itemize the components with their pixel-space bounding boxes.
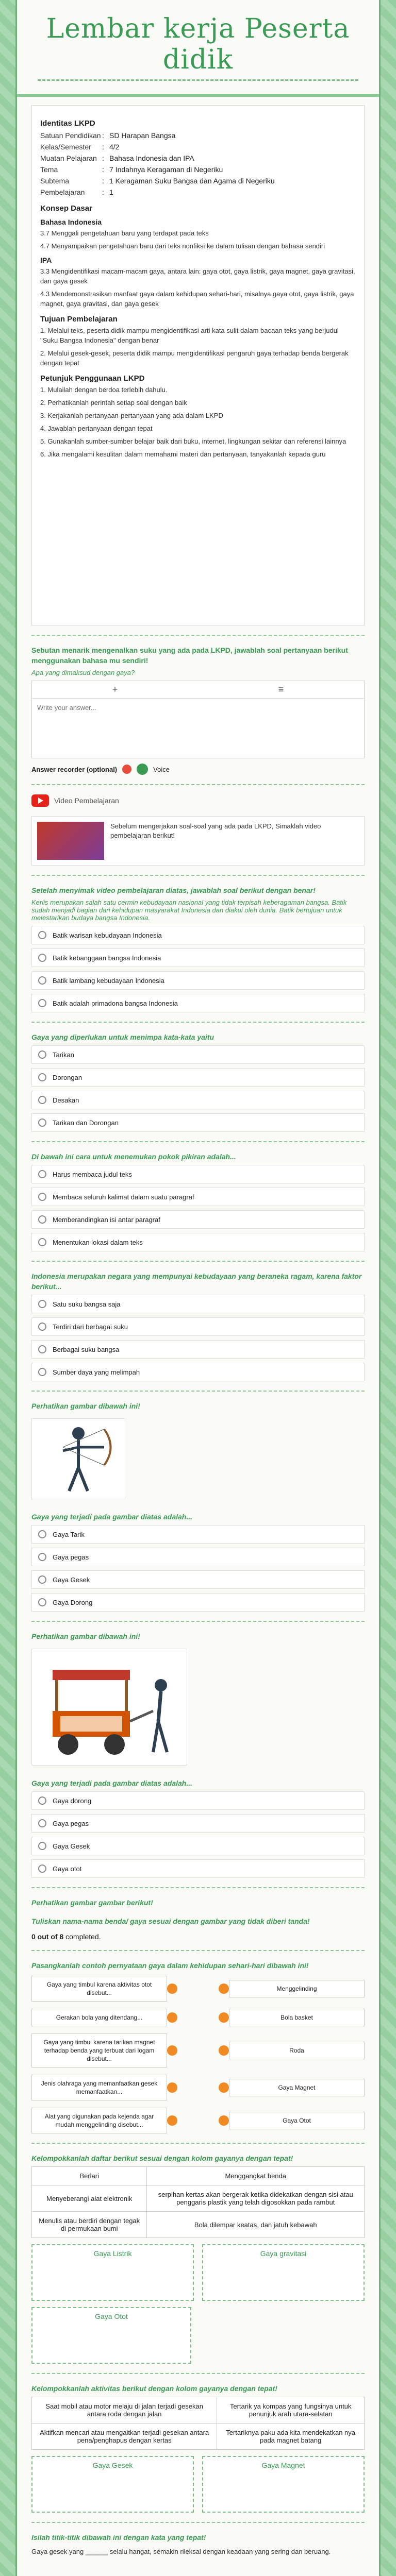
drop-zone-gesek[interactable] [31,2456,194,2513]
kd-bi-2: 4.7 Menyampaikan pengetahuan baru dari teks nonfiksi ke dalam tulisan dengan bahasa sendiri [40,242,325,250]
option-label: Menentukan lokasi dalam teks [53,1238,143,1246]
choice-option[interactable] [31,1340,365,1359]
radio-button[interactable] [38,1842,46,1850]
question-multiple-choice [31,1271,365,1381]
choice-option[interactable] [31,1233,365,1251]
question-note: Apa yang dimaksud dengan gaya? [31,669,135,676]
drag-items-table [31,2397,365,2450]
match-left-item: Gaya yang timbul karena tarikan magnet terhadap benda yang terbuat dari logam disebut... [31,2033,167,2067]
question-title: Perhatikan gambar dibawah ini! [31,1402,140,1410]
option-label: Sumber daya yang melimpah [53,1368,140,1376]
drop-zone-magnet[interactable] [202,2456,365,2513]
kd-ipa-heading: IPA [40,256,52,264]
match-right-item: Roda [229,2042,365,2059]
radio-button[interactable] [38,1598,46,1606]
choice-option[interactable] [31,1210,365,1229]
drop-zone-label: Gaya Listrik [93,2249,132,2258]
radio-button[interactable] [38,1553,46,1561]
divider [31,1141,365,1142]
score-suffix: completed. [65,1933,101,1941]
format-icon[interactable]: ≡ [278,684,284,694]
question-title: Setelah menyimak video pembelajaran diatas, jawablah soal berikut dengan benar! [31,886,316,894]
drag-item[interactable]: Menggangkat benda [147,2167,365,2185]
drop-zones [31,2307,365,2364]
connector-dot[interactable] [167,2012,177,2023]
identity-value: SD Harapan Bangsa [109,131,176,140]
editor-toolbar [32,681,364,699]
tp-2: 2. Melalui gesek-gesek, peserta didik mampu mengidentifikasi pengaruh gaya terhadap benda bergerak dengan tepat [40,349,349,367]
radio-button[interactable] [38,1300,46,1308]
pp-item: 4. Jawablah pertanyaan dengan tepat [40,425,153,432]
question-grouping [31,2153,365,2364]
question-image-choice [31,1631,365,1878]
kd-ipa-1: 3.3 Mengidentifikasi macam-macam gaya, antara lain: gaya otot, gaya listrik, gaya magnet, gaya gravitasi, dan gaya gesek [40,267,355,285]
tp-1: 1. Melalui teks, peserta didik mampu mengidentifikasi arti kata sulit dalam bacaan teks yang berjudul "Suku Bangsa Indonesia" dengan benar [40,327,339,344]
question-subtitle: Gaya yang terjadi pada gambar diatas adalah... [31,1513,193,1521]
choice-option[interactable] [31,994,365,1012]
option-label: Gaya Dorong [53,1598,93,1606]
choice-option[interactable] [31,1525,365,1544]
drop-zone-otot[interactable] [31,2307,191,2364]
radio-button[interactable] [38,1170,46,1178]
divider [31,2522,365,2523]
question-instruction [31,1897,365,1926]
divider [31,635,365,636]
question-title: Kelompokkanlah aktivitas berikut dengan kolom gayanya dengan tepat! [31,2384,277,2393]
drag-item[interactable]: Menulis atau berdiri dengan tegak di permukaan bumi [32,2212,147,2238]
radio-button[interactable] [38,931,46,939]
radio-button[interactable] [38,1865,46,1873]
divider [31,1022,365,1023]
question-matching [31,1960,365,2133]
identity-key: Pembelajaran [40,188,85,196]
question-title: Isilah titik-titik dibawah ini dengan kata yang tepat! [31,2533,206,2541]
radio-button[interactable] [38,1819,46,1827]
voice-label: Voice [153,765,170,773]
identity-value: 1 Keragaman Suku Bangsa dan Agama di Negeriku [109,177,275,185]
drag-item[interactable]: Tertarik ya kompas yang fungsinya untuk penunjuk arah utara-selatan [217,2397,365,2424]
pp-item: 3. Kerjakanlah pertanyaan-pertanyaan yang ada dalam LKPD [40,412,223,419]
match-right-item: Gaya Magnet [229,2079,365,2096]
match-connector [167,2108,229,2133]
record-icon[interactable] [122,765,131,774]
choice-option[interactable] [31,1570,365,1589]
radio-button[interactable] [38,1073,46,1081]
option-label: Gaya Gesek [53,1842,90,1850]
question-title: Sebutan menarik mengenalkan suku yang ada pada LKPD, jawablah soal pertanyaan berikut menggunakan bahasa mu sendiri! [31,646,348,665]
video-thumbnail[interactable] [37,822,104,860]
connector-dot[interactable] [219,2012,229,2023]
question-fill-blank [31,2532,365,2557]
divider [31,1950,365,1951]
match-right-item: Menggelinding [229,1980,365,1997]
kd-bi-heading: Bahasa Indonesia [40,218,102,226]
radio-button[interactable] [38,976,46,985]
divider [31,1887,365,1888]
divider [31,1261,365,1262]
question-title: Perhatikan gambar dibawah ini! [31,1632,140,1640]
drag-item[interactable]: Menyeberangi alat elektronik [32,2185,147,2212]
identity-value: 4/2 [109,143,120,151]
question-image-choice [31,1401,365,1612]
choice-option[interactable] [31,1113,365,1132]
option-label: Gaya Tarik [53,1530,85,1538]
identity-box [31,105,365,625]
connector-dot[interactable] [167,2115,177,2126]
radio-button[interactable] [38,1050,46,1059]
connector-dot[interactable] [167,2082,177,2093]
option-label: Gaya pegas [53,1553,89,1561]
option-label: Memberandingkan isi antar paragraf [53,1215,160,1224]
connector-dot[interactable] [219,1984,229,1994]
identity-key: Muatan Pelajaran [40,154,97,162]
option-label: Membaca seluruh kalimat dalam suatu paragraf [53,1193,194,1201]
radio-button[interactable] [38,1096,46,1104]
connector-dot[interactable] [219,2045,229,2056]
drop-zone-label: Gaya Magnet [261,2461,305,2469]
choice-option[interactable] [31,1814,365,1833]
radio-button[interactable] [38,954,46,962]
fill-blank-sentence[interactable]: Gaya gesek yang ______ selalu hangat, semakin rileksal dengan keadaan yang sering dan beruang. [31,2548,331,2555]
identity-heading: Identitas LKPD [40,119,95,128]
match-connector [167,1976,229,2002]
radio-button[interactable] [38,1118,46,1127]
video-card[interactable] [31,816,365,866]
option-label: Batik adalah primadona bangsa Indonesia [53,999,178,1007]
option-label: Batik kebanggaan bangsa Indonesia [53,954,161,962]
divider [31,875,365,876]
option-label: Dorongan [53,1073,82,1081]
drop-zone-label: Gaya Gesek [92,2461,133,2469]
radio-button[interactable] [38,1575,46,1584]
identity-key: Kelas/Semester [40,143,91,151]
drag-item[interactable]: Bola dilempar keatas, dan jatuh kebawah [147,2212,365,2238]
match-connector [167,2075,229,2100]
pp-item: 5. Gunakanlah sumber-sumber belajar baik dari buku, internet, lingkungan sekitar dan referensi lainnya [40,437,346,445]
divider [31,1621,365,1622]
answer-textarea[interactable] [32,699,364,755]
answer-editor [31,681,365,758]
question-title: Di bawah ini cara untuk menemukan pokok pikiran adalah... [31,1153,236,1161]
option-label: Desakan [53,1096,79,1104]
question-grouping [31,2383,365,2513]
connector-dot[interactable] [219,2082,229,2093]
match-right-item: Bola basket [229,2009,365,2026]
video-label: Video Pembelajaran [54,796,119,805]
recorder-label: Answer recorder (optional) [31,765,118,773]
page-title: Lembar kerja Peserta didik [46,13,350,75]
choice-option[interactable] [31,926,365,944]
question-title: Kelompokkanlah daftar berikut sesuai dengan kolom gayanya dengan tepat! [31,2154,293,2162]
divider [31,2373,365,2374]
option-label: Tarikan dan Dorongan [53,1118,119,1127]
identity-value: Bahasa Indonesia dan IPA [109,154,194,162]
progress-score [31,1933,365,1941]
option-label: Gaya otot [53,1865,82,1873]
question-multiple-choice [31,1151,365,1251]
match-left-item: Gerakan bola yang ditendang... [31,2009,167,2026]
match-left-item: Alat yang digunakan pada kejenda agar mudah menggelinding disebut... [31,2108,167,2133]
video-description: Sebelum mengerjakan soal-soal yang ada pada LKPD, Simaklah video pembelajaran berikut! [110,822,321,839]
pp-item: 2. Perhatikanlah perintah setiap soal dengan baik [40,399,187,406]
food-cart-icon [32,1649,187,1762]
drop-zone-listrik[interactable] [31,2244,194,2301]
microphone-icon[interactable] [137,764,148,775]
radio-button[interactable] [38,1797,46,1805]
question-multiple-choice [31,885,365,1012]
question-subtitle: Tuliskan nama-nama benda/ gaya sesuai dengan gambar yang tidak diberi tanda! [31,1917,310,1925]
pp-item: 6. Jika mengalami kesulitan dalam memahami materi dan pertanyaan, tanyakanlah kepada guru [40,450,326,458]
drop-zones [31,2244,365,2301]
identity-table: Satuan Pendidikan : SD Harapan Bangsa Kelas/Semester : 4/2 Muatan Pelajaran : Bahasa Indonesia dan IPA Tema : 7 Indahnya Keragaman di Negeriku Subtema : 1 Keragaman Suku Bangsa dan Agama di Negeriku Pembelajaran : 1 [40,130,356,198]
option-label: Terdiri dari berbagai suku [53,1323,128,1331]
archer-icon [32,1419,125,1496]
drag-item[interactable]: serpihan kertas akan bergerak ketika didekatkan dengan sisi atau penggaris plastik yang telah digosokkan pada rambut [147,2185,365,2212]
question-essay [31,645,365,775]
choice-option[interactable] [31,1363,365,1381]
radio-button[interactable] [38,1238,46,1246]
connector-dot[interactable] [167,2045,177,2056]
question-title: Gaya yang diperlukan untuk menimpa kata-kata yaitu [31,1033,214,1041]
drag-item[interactable]: Tertariknya paku ada kita mendekatkan nya pada magnet batang [217,2424,365,2450]
choice-option[interactable] [31,1317,365,1336]
connector-dot[interactable] [219,2115,229,2126]
radio-button[interactable] [38,1193,46,1201]
tp-heading: Tujuan Pembelajaran [40,315,118,324]
choice-option[interactable] [31,1091,365,1109]
match-connector [167,2009,229,2026]
kd-heading: Konsep Dasar [40,204,92,213]
choice-option[interactable] [31,1068,365,1087]
choice-option[interactable] [31,1295,365,1313]
question-multiple-choice [31,1032,365,1132]
drop-zone-label: Gaya gravitasi [260,2249,307,2258]
option-label: Tarikan [53,1050,74,1059]
kd-ipa-2: 4.3 Mendemonstrasikan manfaat gaya dalam kehidupan sehari-hari, misalnya gaya otot, gaya listrik, gaya magnet, gaya gravitasi, dan gaya gesek [40,290,354,308]
option-label: Gaya dorong [53,1797,92,1805]
drop-zone-gravitasi[interactable] [202,2244,365,2301]
divider [31,1391,365,1392]
question-note: Kerlis merupakan salah satu cermin kebudayaan nasional yang tidak terpisah keberagaman bangsa. Batik sudah menjadi bagian dari kehidupan masyarakat Indonesia dan diakui oleh dunia. Batik bertujuan untuk melestarikan budaya bangsa Indonesia. [31,899,347,922]
question-title: Pasangkanlah contoh pernyataan gaya dalam kehidupan sehari-hari dibawah ini! [31,1961,309,1970]
kd-bi-1: 3.7 Menggali pengetahuan baru yang terdapat pada teks [40,229,209,237]
archer-illustration [31,1418,125,1499]
match-connector [167,2033,229,2067]
identity-value: 1 [109,188,113,196]
choice-option[interactable] [31,1045,365,1064]
matching-grid [31,1976,365,2133]
pp-item: 1. Mulailah dengan berdoa terlebih dahulu. [40,386,168,394]
cart-illustration [31,1649,187,1766]
match-left-item: Jenis olahraga yang memanfaatkan gesek memanfaatkan... [31,2075,167,2100]
radio-button[interactable] [38,1368,46,1376]
radio-button[interactable] [38,1323,46,1331]
drag-item[interactable]: Berlari [32,2167,147,2185]
identity-value: 7 Indahnya Keragaman di Negeriku [109,165,223,174]
drag-item[interactable]: Saat mobil atau motor melaju di jalan terjadi gesekan antara roda dengan jalan [32,2397,217,2424]
divider [31,2143,365,2144]
header [17,0,379,97]
option-label: Batik lambang kebudayaan Indonesia [53,976,164,985]
choice-option[interactable] [31,948,365,967]
question-subtitle: Gaya yang terjadi pada gambar diatas adalah... [31,1779,193,1787]
match-right-item: Gaya Otot [229,2112,365,2129]
choice-option[interactable] [31,1188,365,1206]
identity-key: Satuan Pendidikan [40,131,101,140]
identity-key: Tema [40,165,58,174]
option-label: Harus membaca judul teks [53,1170,132,1178]
option-label: Berbagai suku bangsa [53,1345,120,1353]
option-label: Batik warisan kebudayaan Indonesia [53,931,162,939]
video-header [31,794,365,807]
answer-recorder [31,764,365,775]
option-label: Satu suku bangsa saja [53,1300,121,1308]
question-title: Perhatikan gambar gambar berikut! [31,1899,153,1907]
option-label: Gaya Gesek [53,1575,90,1584]
option-label: Gaya pegas [53,1819,89,1827]
radio-button[interactable] [38,1530,46,1538]
drag-items-table [31,2166,365,2238]
youtube-icon [31,794,49,807]
pp-heading: Petunjuk Penggunaan LKPD [40,374,145,383]
choice-option[interactable] [31,1837,365,1855]
choice-option[interactable] [31,1791,365,1810]
connector-dot[interactable] [167,1984,177,1994]
choice-option[interactable] [31,1165,365,1183]
drop-zone-label: Gaya Otot [95,2312,128,2320]
choice-option[interactable] [31,1859,365,1878]
drop-zones [31,2456,365,2513]
identity-key: Subtema [40,177,70,185]
radio-button[interactable] [38,999,46,1007]
divider [31,784,365,785]
radio-button[interactable] [38,1215,46,1224]
add-icon[interactable]: + [112,684,118,694]
choice-option[interactable] [31,1593,365,1612]
match-left-item: Gaya yang timbul karena aktivitas otot disebut... [31,1976,167,2002]
decorative-vine [38,79,358,84]
worksheet [15,0,381,2576]
choice-option[interactable] [31,1548,365,1566]
choice-option[interactable] [31,971,365,990]
score-value: 0 out of 8 [31,1933,64,1941]
question-title: Indonesia merupakan negara yang mempunyai kebudayaan yang beraneka ragam, karena faktor berikut... [31,1272,362,1291]
radio-button[interactable] [38,1345,46,1353]
drag-item[interactable]: Aktifkan mencari atau mengaitkan terjadi gesekan antara pena/penghapus dengan kertas [32,2424,217,2450]
